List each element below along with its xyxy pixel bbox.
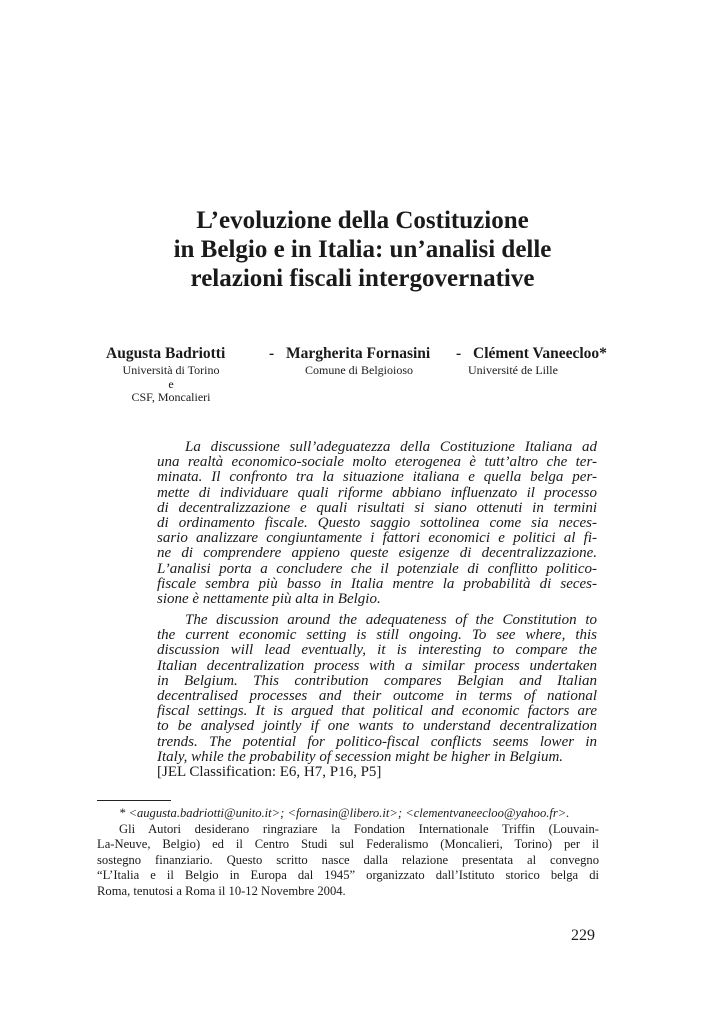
abstract-line: La discussione sull’adeguatezza della Costituzione Italiana ad — [185, 439, 597, 455]
jel-classification: [JEL Classification: E6, H7, P16, P5] — [157, 764, 382, 781]
author-separator: - — [456, 345, 462, 362]
footnote-emails: * <augusta.badriotti@unito.it>; <fornasin@libero.it>; <clementvaneecloo@yahoo.fr>. — [119, 806, 570, 820]
affiliation — [438, 364, 588, 378]
abstract-line: to be analysed jointly if one wants to understand decentralization — [157, 718, 597, 735]
abstract-line: Italian decentralization process with a similar process undertaken — [157, 657, 597, 674]
abstract-line: di decentralizzazione e quali risultati si siano ottenuti in termini — [157, 499, 597, 516]
affiliation — [96, 364, 246, 405]
abstract-line: fiscale sembra più basso in Italia mentre la probabilità di seces- — [157, 575, 597, 592]
title-line: in Belgio e in Italia: un’analisi delle — [173, 236, 552, 263]
footnote — [97, 806, 599, 899]
abstract-line: decentralised processes and their outcome in terms of national — [157, 688, 597, 705]
paper-title — [60, 206, 665, 293]
abstract-line: sario analizzare congiuntamente i fattori economici e politici al fi- — [157, 530, 597, 547]
affiliation-line: e — [168, 376, 174, 391]
abstract-line: fiscal settings. It is argued that political and economic factors are — [157, 703, 597, 720]
abstract-line: mette di individuare quali riforme abbiano influenzato il processo — [157, 484, 597, 501]
abstract-line: in Belgium. This contribution compares Belgian and Italian — [157, 672, 597, 689]
abstract-line: the current economic setting is still ongoing. To see where, this — [157, 627, 597, 644]
footnote-line: La-Neuve, Belgio) ed il Centro Studi sul Federalismo (Moncalieri, Torino) per il — [97, 837, 599, 851]
footnote-line: Roma, tenutosi a Roma il 10-12 Novembre 2004. — [97, 883, 346, 898]
abstract-line: sione è nettamente più alta in Belgio. — [157, 591, 381, 608]
abstract-english — [157, 613, 597, 780]
abstract-line: minata. Il confronto tra la situazione italiana e quella belga per- — [157, 469, 597, 486]
title-line: relazioni fiscali intergovernative — [190, 265, 535, 292]
author-name: Margherita Fornasini — [286, 345, 431, 362]
footnote-divider — [97, 800, 171, 801]
affiliation-line: Comune di Belgioioso — [305, 363, 413, 377]
footnote-line: sostegno finanziario. Questo scritto nasce dalla relazione presentata al convegno — [97, 852, 599, 867]
abstract-line: una realtà economico-sociale molto eterogenea è tutt’altro che ter- — [157, 454, 597, 471]
affiliation-line: Università di Torino — [122, 363, 220, 377]
affiliation-line: Université de Lille — [468, 363, 558, 377]
author-separator: - — [269, 345, 275, 362]
abstract-italian — [157, 440, 597, 607]
abstract-line: discussion will lead eventually, it is interesting to compare the — [157, 642, 597, 659]
affiliation — [264, 364, 454, 378]
abstract-line: L’analisi porta a concludere che il potenziale di conflitto politico- — [157, 560, 597, 577]
abstract-line: Italy, while the probability of secession might be higher in Belgium. — [157, 748, 564, 765]
title-line: L’evoluzione della Costituzione — [196, 207, 529, 234]
abstract-line: The discussion around the adequateness of the Constitution to — [185, 612, 597, 628]
affiliation-line: CSF, Moncalieri — [131, 390, 211, 404]
abstract-line: di ordinamento fiscale. Questo saggio sottolinea come sia neces- — [157, 515, 597, 532]
author-name: Augusta Badriotti — [106, 345, 226, 362]
footnote-line: Gli Autori desiderano ringraziare la Fondation Internationale Triffin (Louvain- — [119, 821, 599, 836]
abstract-line: ne di comprendere appieno queste esigenze di decentralizzazione. — [157, 545, 597, 562]
page-number: 229 — [571, 927, 595, 944]
author-name: Clément Vaneecloo* — [473, 345, 607, 362]
footnote-line: “L’Italia e il Belgio in Europa dal 1945” organizzato dall’Istituto storico belga di — [97, 868, 599, 882]
abstract-line: trends. The potential for politico-fiscal conflicts seems lower in — [157, 733, 597, 750]
